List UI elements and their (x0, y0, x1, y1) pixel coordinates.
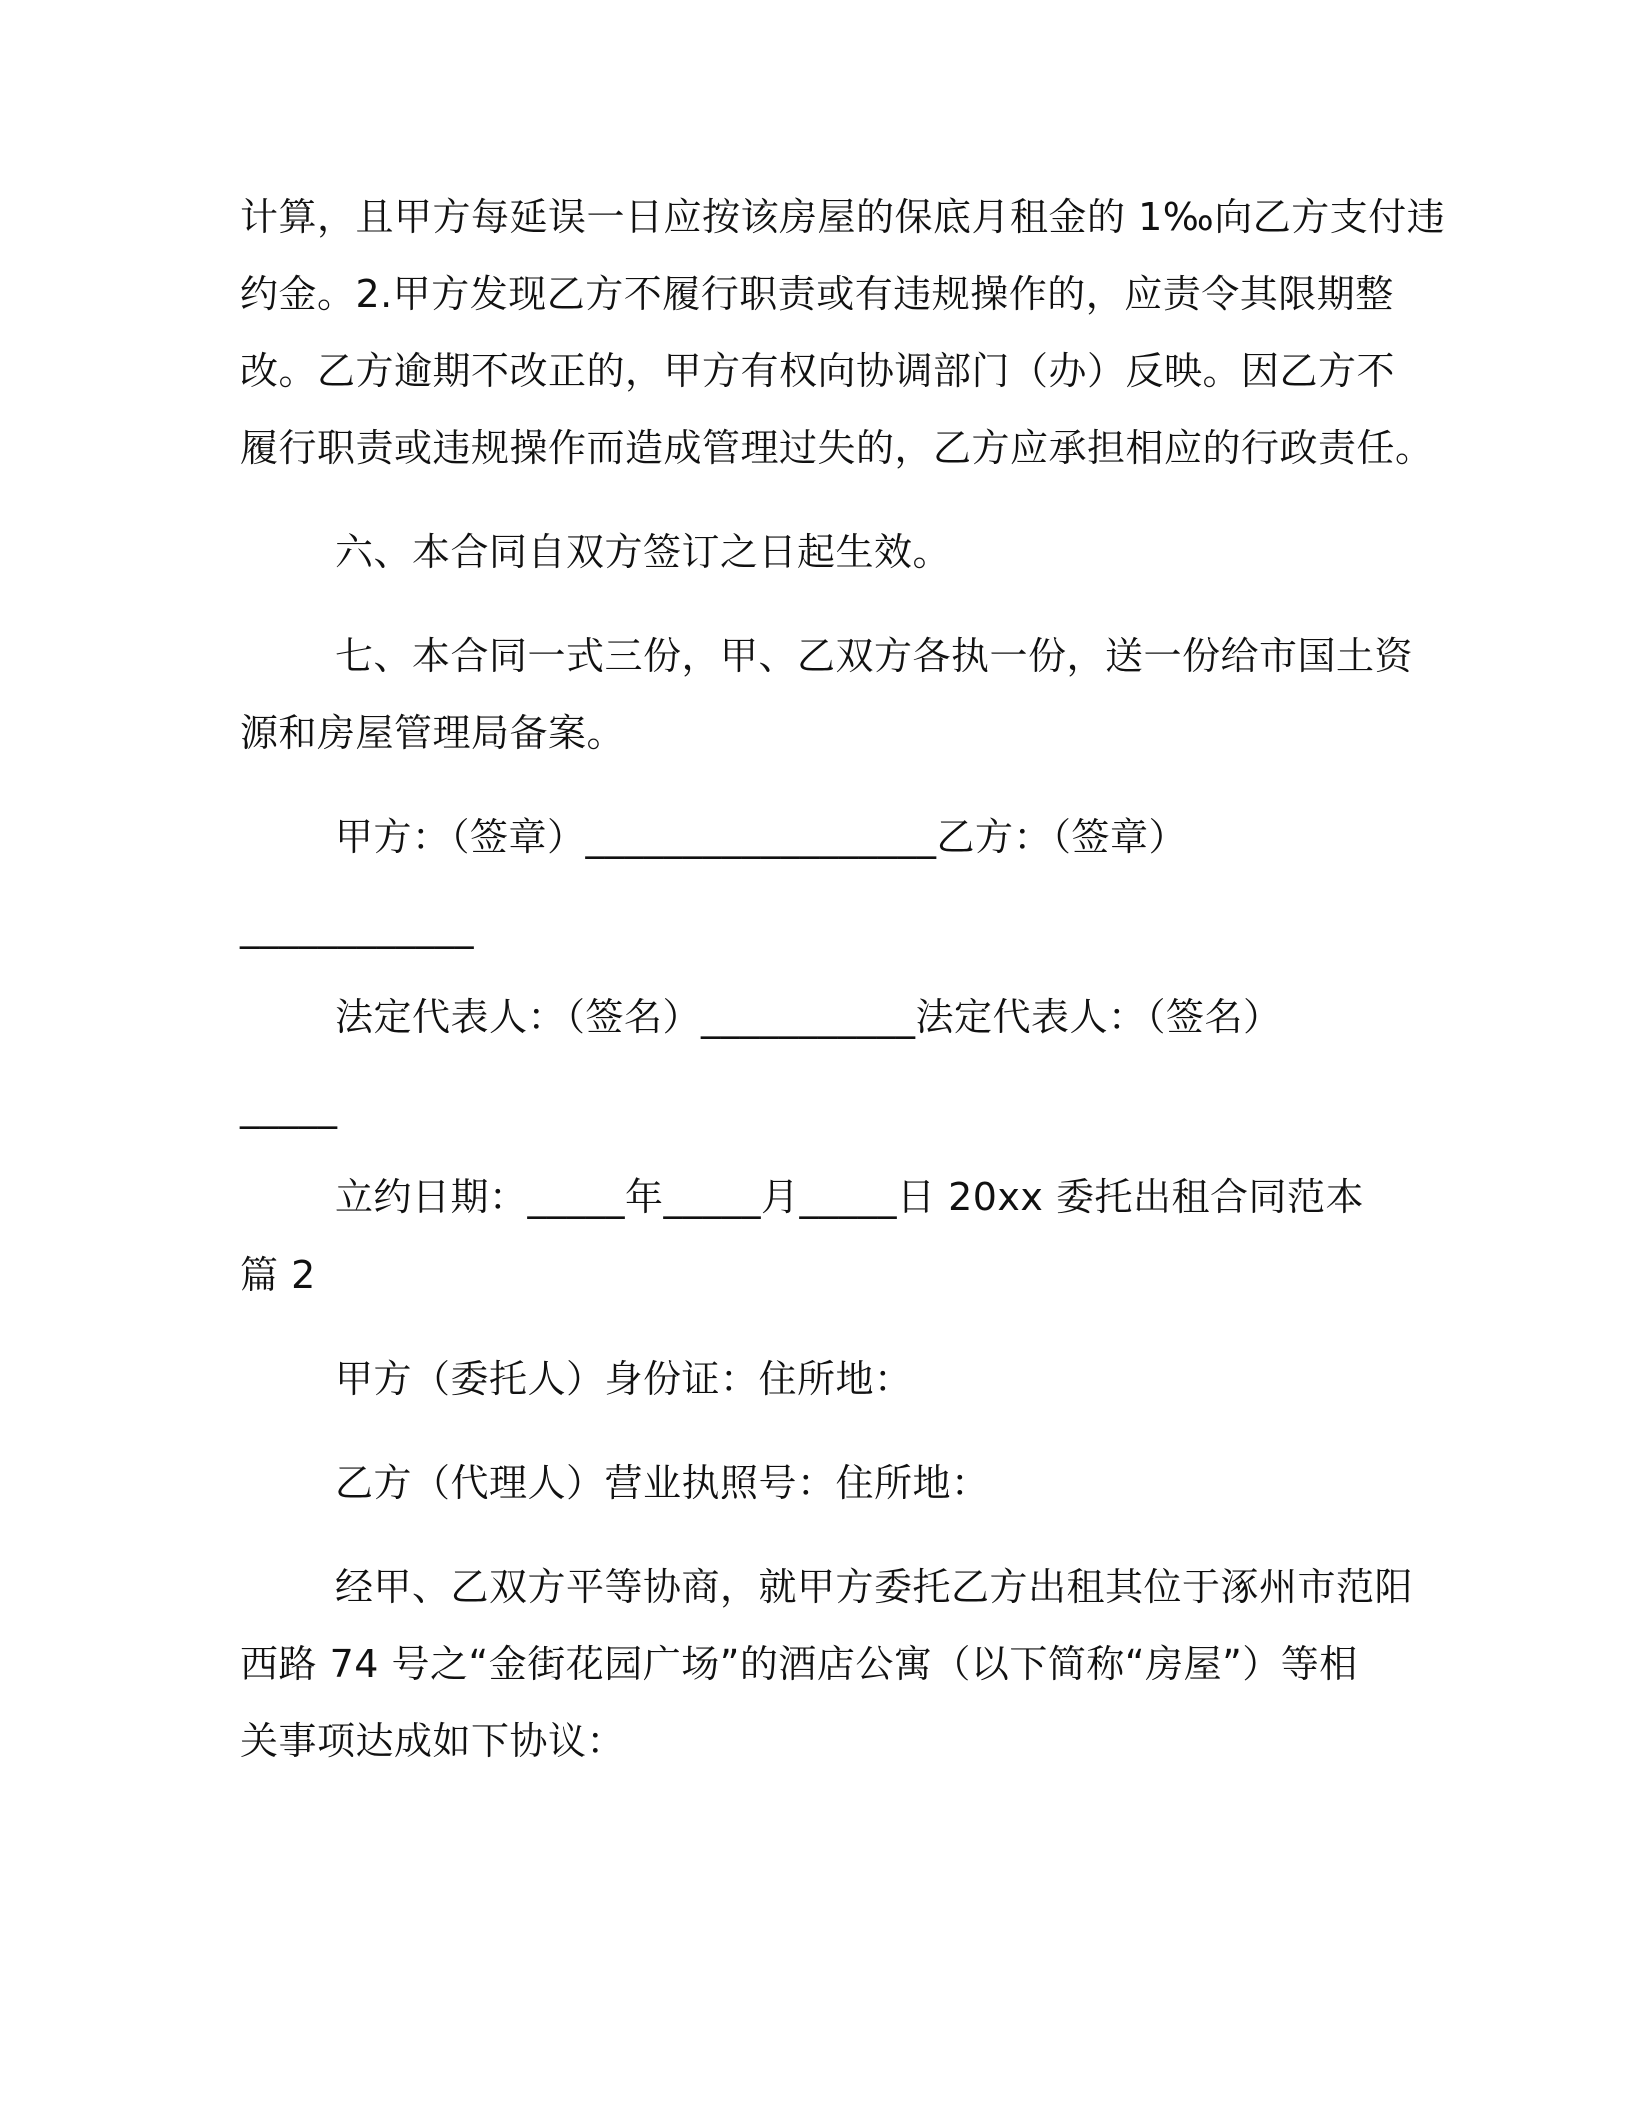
agreement-intro-line-2: 西路 74 号之“金街花园广场”的酒店公寓（以下简称“房屋”）等相 (240, 1642, 1358, 1686)
paragraph-penalty-line-3: 改。乙方逾期不改正的，甲方有权向协调部门（办）反映。因乙方不 (240, 349, 1396, 393)
legal-representative-blank: _____ (240, 1085, 338, 1129)
paragraph-penalty-line-1: 计算，且甲方每延误一日应按该房屋的保底月租金的 1‰向乙方支付违 (240, 195, 1446, 239)
clause-six: 六、本合同自双方签订之日起生效。 (335, 530, 952, 574)
clause-seven-line-2: 源和房屋管理局备案。 (240, 711, 626, 755)
party-b-info: 乙方（代理人）营业执照号：住所地： (335, 1461, 990, 1505)
signature-party-blank: ____________ (240, 905, 474, 949)
clause-seven-line-1: 七、本合同一式三份，甲、乙双方各执一份，送一份给市国土资 (335, 634, 1414, 678)
agreement-intro-line-1: 经甲、乙双方平等协商，就甲方委托乙方出租其位于涿州市范阳 (335, 1565, 1414, 1609)
signature-party-line: 甲方：（签章）__________________乙方：（签章） (335, 815, 1188, 859)
paragraph-penalty-line-4: 履行职责或违规操作而造成管理过失的，乙方应承担相应的行政责任。 (240, 426, 1434, 470)
party-a-info: 甲方（委托人）身份证：住所地： (335, 1357, 913, 1401)
date-and-title-line: 立约日期：_____年_____月_____日 20xx 委托出租合同范本 (335, 1175, 1364, 1219)
legal-representative-line: 法定代表人：（签名）___________法定代表人：（签名） (335, 995, 1282, 1039)
paragraph-penalty-line-2: 约金。2.甲方发现乙方不履行职责或有违规操作的，应责令其限期整 (240, 272, 1394, 316)
section-label: 篇 2 (240, 1253, 316, 1297)
agreement-intro-line-3: 关事项达成如下协议： (240, 1719, 626, 1763)
